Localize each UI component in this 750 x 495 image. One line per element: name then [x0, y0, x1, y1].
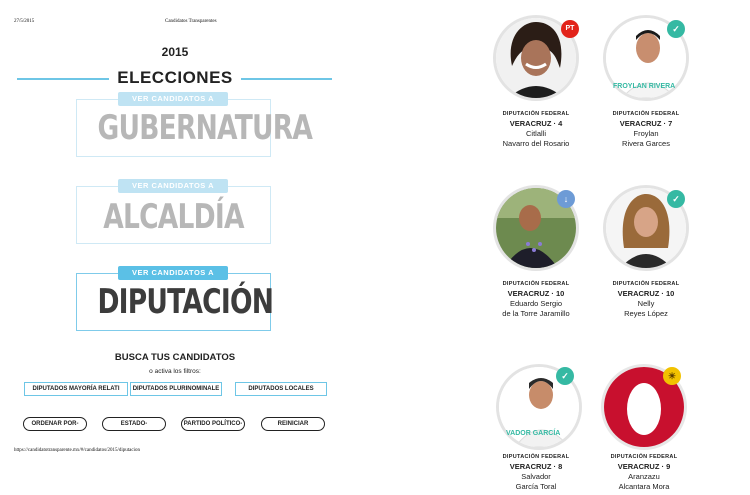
candidate-first-name: Salvador	[521, 472, 551, 481]
candidate-info	[588, 454, 700, 491]
category-gubernatura-pill[interactable]: VER CANDIDATOS A	[118, 92, 228, 106]
candidate-card[interactable]	[601, 364, 713, 494]
photo-caption: VADOR GARCÍA	[506, 430, 561, 437]
candidate-district: VERACRUZ · 10	[507, 289, 565, 298]
candidate-last-name: Reyes López	[624, 309, 668, 318]
year-heading: 2015	[161, 45, 189, 59]
sun-icon: ☀	[663, 367, 681, 385]
category-diputacion-pill[interactable]: VER CANDIDATOS A	[118, 266, 228, 280]
filter-plurinominales[interactable]: DIPUTADOS PLURINOMINALE	[130, 382, 222, 396]
candidate-last-name: García Toral	[515, 482, 557, 491]
candidate-last-name: Alcantara Mora	[618, 482, 670, 491]
candidate-district: VERACRUZ · 10	[617, 289, 675, 298]
candidate-info	[480, 111, 592, 148]
search-title: BUSCA TUS CANDIDATOS	[114, 352, 236, 363]
candidate-district: VERACRUZ · 4	[509, 119, 563, 128]
party-check-icon: ✓	[667, 190, 685, 208]
candidate-first-name: Nelly	[637, 299, 655, 308]
party-check-icon: ✓	[667, 20, 685, 38]
candidate-first-name: Froylan	[633, 129, 659, 138]
state-dropdown[interactable]: ESTADO-	[102, 417, 166, 431]
candidate-card[interactable]	[493, 185, 605, 325]
download-icon: ↓	[557, 190, 575, 208]
search-subtitle: o activa los filtros:	[149, 368, 201, 375]
print-title: Candidatos Transparentes	[165, 19, 217, 24]
category-gubernatura-label[interactable]: GUBERNATURA	[97, 108, 313, 148]
pt-logo-icon: PT	[561, 20, 579, 38]
candidate-first-name: Citlalli	[525, 129, 546, 138]
candidate-info	[480, 454, 592, 491]
candidate-first-name: Aranzazu	[628, 472, 660, 481]
party-check-icon: ✓	[556, 367, 574, 385]
candidate-info	[590, 281, 702, 318]
candidate-info	[480, 281, 592, 318]
filter-locales[interactable]: DIPUTADOS LOCALES	[235, 382, 327, 396]
candidate-type: DIPUTACIÓN FEDERAL	[612, 281, 680, 287]
section-title: ELECCIONES	[0, 68, 350, 88]
candidate-type: DIPUTACIÓN FEDERAL	[610, 454, 678, 460]
reset-button[interactable]: REINICIAR	[261, 417, 325, 431]
candidate-last-name: de la Torre Jaramillo	[502, 309, 570, 318]
candidate-type: DIPUTACIÓN FEDERAL	[612, 111, 680, 117]
candidate-district: VERACRUZ · 7	[619, 119, 673, 128]
sort-by-dropdown[interactable]: ORDENAR POR-	[23, 417, 87, 431]
print-date: 27/5/2015	[14, 19, 35, 24]
category-diputacion-label[interactable]: DIPUTACIÓN	[97, 282, 274, 322]
candidate-card[interactable]	[603, 15, 715, 155]
category-alcaldia-pill[interactable]: VER CANDIDATOS A	[118, 179, 228, 193]
party-dropdown[interactable]: PARTIDO POLÍTICO-	[181, 417, 245, 431]
candidate-card[interactable]	[603, 185, 715, 325]
candidate-type: DIPUTACIÓN FEDERAL	[502, 111, 570, 117]
candidate-type: DIPUTACIÓN FEDERAL	[502, 281, 570, 287]
filter-mayoria-relativa[interactable]: DIPUTADOS MAYORÍA RELATI	[24, 382, 128, 396]
candidate-card[interactable]	[493, 15, 605, 155]
candidate-last-name: Rivera Garces	[622, 139, 670, 148]
candidate-district: VERACRUZ · 9	[617, 462, 671, 471]
candidate-type: DIPUTACIÓN FEDERAL	[502, 454, 570, 460]
candidate-first-name: Eduardo Sergio	[509, 299, 563, 308]
footer-url: https://candidatotransparente.mx/#/candidatos/2015/diputacion	[14, 448, 140, 453]
category-alcaldia-label[interactable]: ALCALDÍA	[103, 197, 244, 237]
candidate-info	[590, 111, 702, 148]
candidate-last-name: Navarro del Rosario	[502, 139, 570, 148]
candidate-district: VERACRUZ · 8	[509, 462, 563, 471]
photo-caption: FROYLAN RIVERA	[613, 83, 676, 90]
